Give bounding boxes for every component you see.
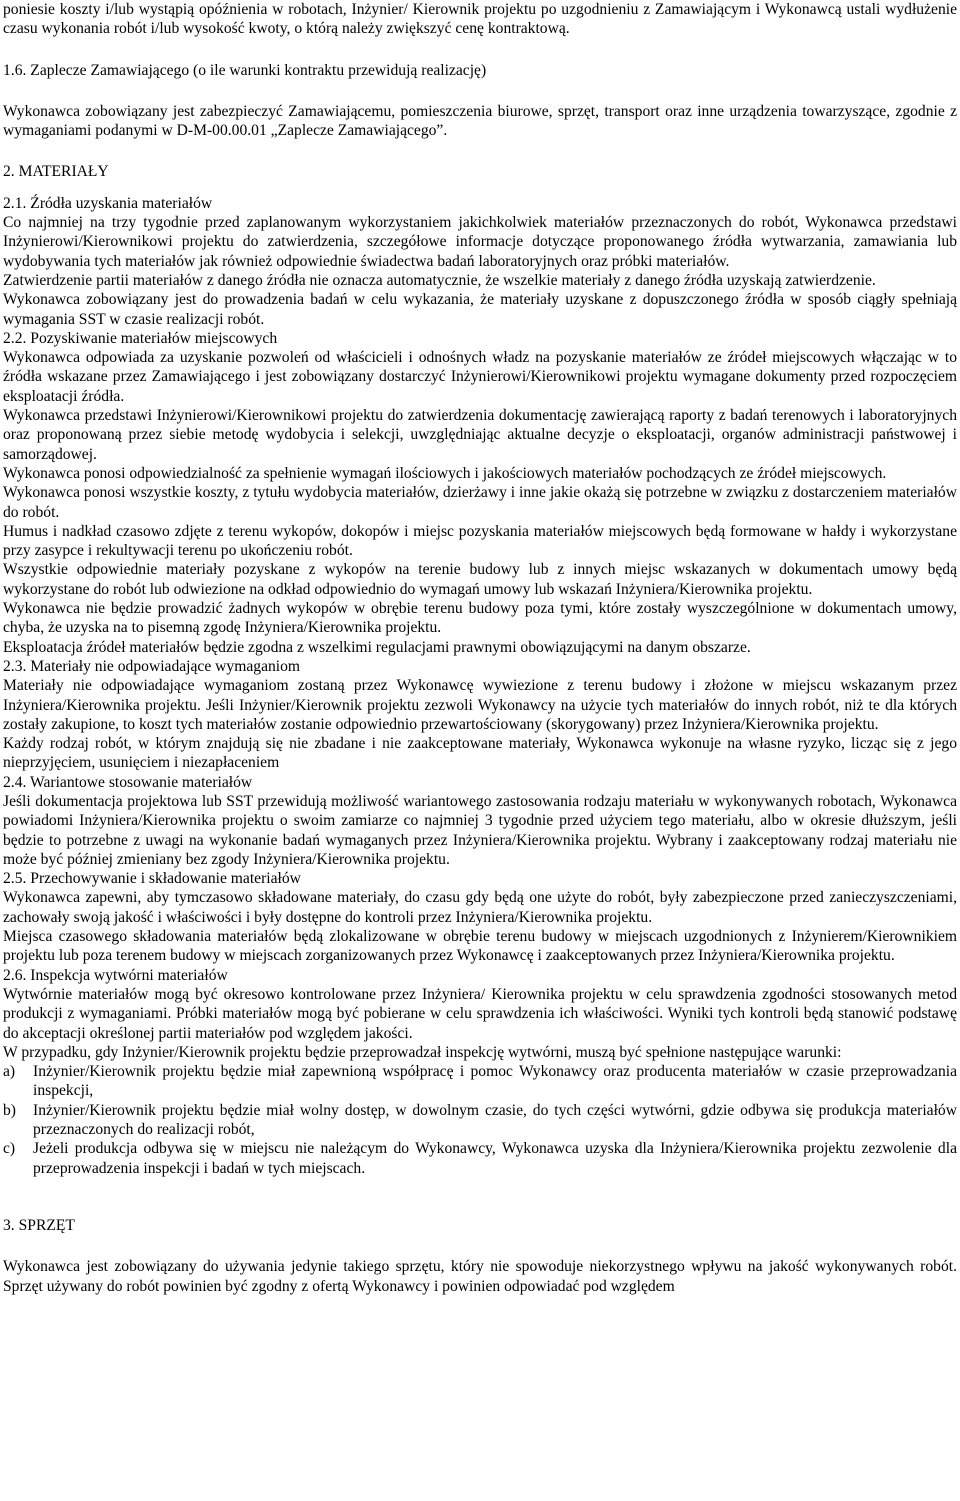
section-heading-2-2: 2.2. Pozyskiwanie materiałów miejscowych — [3, 329, 278, 347]
paragraph-2-1-1: Co najmniej na trzy tygodnie przed zaplanowanym wykorzystaniem jakichkolwiek materiałów przeznaczonych do robót, Wykonawca przedstawi Inżynierowi/Kierownikowi projektu do zatwierdzenia, szczegółowe informacje dotyczące proponowanego źródła wytwarzania, zamawiania lub wydobywania tych materiałów jak również odpowiednie świadectwa badań laboratoryjnych oraz próbki materiałów. — [3, 214, 957, 270]
list-item — [3, 1139, 957, 1178]
paragraph-2-2-5: Humus i nadkład czasowo zdjęte z terenu wykopów, dokopów i miejsc pozyskania materiałów miejscowych będą formowane w hałdy i wykorzystane przy zasypce i rekultywacji terenu po ukończeniu robót. — [3, 522, 957, 560]
list-item — [3, 1062, 957, 1101]
paragraph-2-1-3: Wykonawca zobowiązany jest do prowadzenia badań w celu wykazania, że materiały uzyskane z dopuszczonego źródła w sposób ciągły spełniają wymagania SST w czasie realizacji robót. — [3, 291, 957, 328]
paragraph-2-2-4: Wykonawca ponosi wszystkie koszty, z tytułu wydobycia materiałów, dzierżawy i inne jakie okażą się potrzebne w związku z dostarczeniem materiałów do robót. — [3, 484, 957, 521]
paragraph-2-5-2: Miejsca czasowego składowania materiałów będą zlokalizowane w obrębie terenu budowy w miejscach uzgodnionych z Inżynierem/Kierownikiem projektu lub poza terenem budowy w miejscach zorganizowanych przez Wykonawcę i zaakceptowanych przez Inżyniera/Kierownika projektu. — [3, 928, 957, 965]
paragraph-intro: poniesie koszty i/lub wystąpią opóźnienia w robotach, Inżynier/ Kierownik projektu po uzgodnieniu z Zamawiającym i Wykonawcą ustali wydłużenie czasu wykonania robót i/lub wysokość kwoty, o którą należy zwiększyć cenę kontraktową. — [3, 1, 957, 38]
paragraph-2-2-1: Wykonawca odpowiada za uzyskanie pozwoleń od właścicieli i odnośnych władz na pozyskanie materiałów ze źródeł miejscowych włączając w to źródła wskazane przez Zamawiającego i jest zobowiązany dostarczyć Inżynierowi/Kierownikowi projektu wymagane dokumenty przed rozpoczęciem eksploatacji źródła. — [3, 349, 957, 405]
list-item-label: c) — [3, 1140, 16, 1158]
section-heading-2: 2. MATERIAŁY — [3, 163, 109, 181]
paragraph-2-3-1: Materiały nie odpowiadające wymaganiom zostaną przez Wykonawcę wywiezione z terenu budowy i złożone w miejscu wskazanym przez Inżyniera/Kierownika projektu. Jeśli Inżynier/Kierownik projektu zezwoli Wykonawcy na użycie tych materiałów do innych robót, niż te dla których zostały zakupione, to koszt tych materiałów zostanie odpowiednio przewartościowany (skorygowany) przez Inżyniera/Kierownika projektu. — [3, 677, 957, 733]
paragraph-2-2-8: Eksploatacja źródeł materiałów będzie zgodna z wszelkimi regulacjami prawnymi obowiązującymi na danym obszarze. — [3, 638, 751, 656]
paragraph-2-2-6: Wszystkie odpowiednie materiały pozyskane z wykopów na terenie budowy lub z innych miejsc wskazanych w dokumentach umowy będą wykorzystane do robót lub odwiezione na odkład odpowiednio do wymagań umowy lub wskazań Inżyniera/Kierownika projektu. — [3, 561, 957, 598]
paragraph-2-2-2: Wykonawca przedstawi Inżynierowi/Kierownikowi projektu do zatwierdzenia dokumentację zawierającą raporty z badań terenowych i laboratoryjnych oraz proponowaną przez siebie metodę wydobycia i selekcji, uwzględniając aktualne decyzje o eksploatacji, organów administracji państwowej i samorządowej. — [3, 407, 957, 463]
paragraph-2-5-1: Wykonawca zapewni, aby tymczasowo składowane materiały, do czasu gdy będą one użyte do robót, były zabezpieczone przed zanieczyszczeniami, zachowały swoją jakość i właściwości i były dostępne do kontroli przez Inżyniera/Kierownika projektu. — [3, 889, 957, 926]
paragraph-3-1: Wykonawca jest zobowiązany do używania jedynie takiego sprzętu, który nie spowoduje niekorzystnego wpływu na jakość wykonywanych robót. Sprzęt używany do robót powinien być zgodny z ofertą Wykonawcy i powinien odpowiadać pod względem — [3, 1258, 957, 1295]
section-heading-2-5: 2.5. Przechowywanie i składowanie materiałów — [3, 870, 301, 888]
paragraph-2-6-1: Wytwórnie materiałów mogą być okresowo kontrolowane przez Inżyniera/ Kierownika projektu w celu sprawdzenia zgodności stosowanych metod produkcji z wymaganiami. Próbki materiałów mogą być pobierane w celu sprawdzenia ich właściwości. Wyniki tych kontroli będą stanowić podstawę do akceptacji określonej partii materiałów pod względem jakości. — [3, 985, 957, 1042]
section-heading-1-6: 1.6. Zaplecze Zamawiającego (o ile warunki kontraktu przewidują realizację) — [3, 61, 487, 79]
list-item — [3, 1101, 957, 1140]
paragraph-1-6-1: Wykonawca zobowiązany jest zabezpieczyć Zamawiającemu, pomieszczenia biurowe, sprzęt, transport oraz inne urządzenia towarzyszące, zgodnie z wymaganiami podanymi w D-M-00.00.01 „Zaplecze Zamawiającego”. — [3, 102, 957, 140]
paragraph-2-2-7: Wykonawca nie będzie prowadzić żadnych wykopów w obrębie terenu budowy poza tymi, które zostały wyszczególnione w dokumentach umowy, chyba, że uzyska na to pisemną zgodę Inżyniera/Kierownika projektu. — [3, 600, 957, 637]
paragraph-2-6-2: W przypadku, gdy Inżynier/Kierownik projektu będzie przeprowadzał inspekcję wytwórni, muszą być spełnione następujące warunki: — [3, 1043, 842, 1061]
list-item-label: b) — [3, 1101, 16, 1119]
section-heading-2-1: 2.1. Źródła uzyskania materiałów — [3, 194, 213, 212]
paragraph-2-3-2: Każdy rodzaj robót, w którym znajdują się nie zbadane i nie zaakceptowane materiały, Wykonawca wykonuje na własne ryzyko, licząc się z jego nieprzyjęciem, usunięciem i niezapłaceniem — [3, 735, 957, 772]
section-heading-2-6: 2.6. Inspekcja wytwórni materiałów — [3, 966, 228, 984]
paragraph-2-4-1: Jeśli dokumentacja projektowa lub SST przewidują możliwość wariantowego zastosowania rodzaju materiału w wykonywanych robotach, Wykonawca powiadomi Inżyniera/Kierownika projektu o swoim zamiarze co najmniej 3 tygodnie przed użyciem tego materiału, albo w okresie dłuższym, jeśli będzie to potrzebne z uwagi na wykonanie badań wymaganych przez Inżyniera/Kierownika projektu. Wybrany i zaakceptowany rodzaj materiału nie może być później zmieniany bez zgody Inżyniera/Kierownika projektu. — [3, 792, 957, 868]
list-item-text: Jeżeli produkcja odbywa się w miejscu nie należącym do Wykonawcy, Wykonawca uzyska dla Inżyniera/Kierownika projektu zezwolenie dla przeprowadzenia inspekcji i badań w tych miejscach. — [33, 1140, 957, 1177]
section-heading-3: 3. SPRZĘT — [3, 1216, 75, 1234]
paragraph-2-2-3: Wykonawca ponosi odpowiedzialność za spełnienie wymagań ilościowych i jakościowych materiałów pochodzących ze źródeł miejscowych. — [3, 464, 887, 482]
conditions-list — [3, 1062, 957, 1178]
paragraph-2-1-2: Zatwierdzenie partii materiałów z danego źródła nie oznacza automatycznie, że wszelkie materiały z danego źródła uzyskają zatwierdzenie. — [3, 271, 876, 289]
list-item-text: Inżynier/Kierownik projektu będzie miał wolny dostęp, w dowolnym czasie, do tych części wytwórni, gdzie odbywa się produkcja materiałów przeznaczonych do realizacji robót, — [33, 1101, 957, 1139]
list-item-text: Inżynier/Kierownik projektu będzie miał zapewnioną współpracę i pomoc Wykonawcy oraz producenta materiałów w czasie przeprowadzania inspekcji, — [33, 1063, 957, 1100]
section-heading-2-3: 2.3. Materiały nie odpowiadające wymaganiom — [3, 657, 301, 675]
section-heading-2-4: 2.4. Wariantowe stosowanie materiałów — [3, 773, 253, 791]
list-item-label: a) — [3, 1063, 16, 1081]
